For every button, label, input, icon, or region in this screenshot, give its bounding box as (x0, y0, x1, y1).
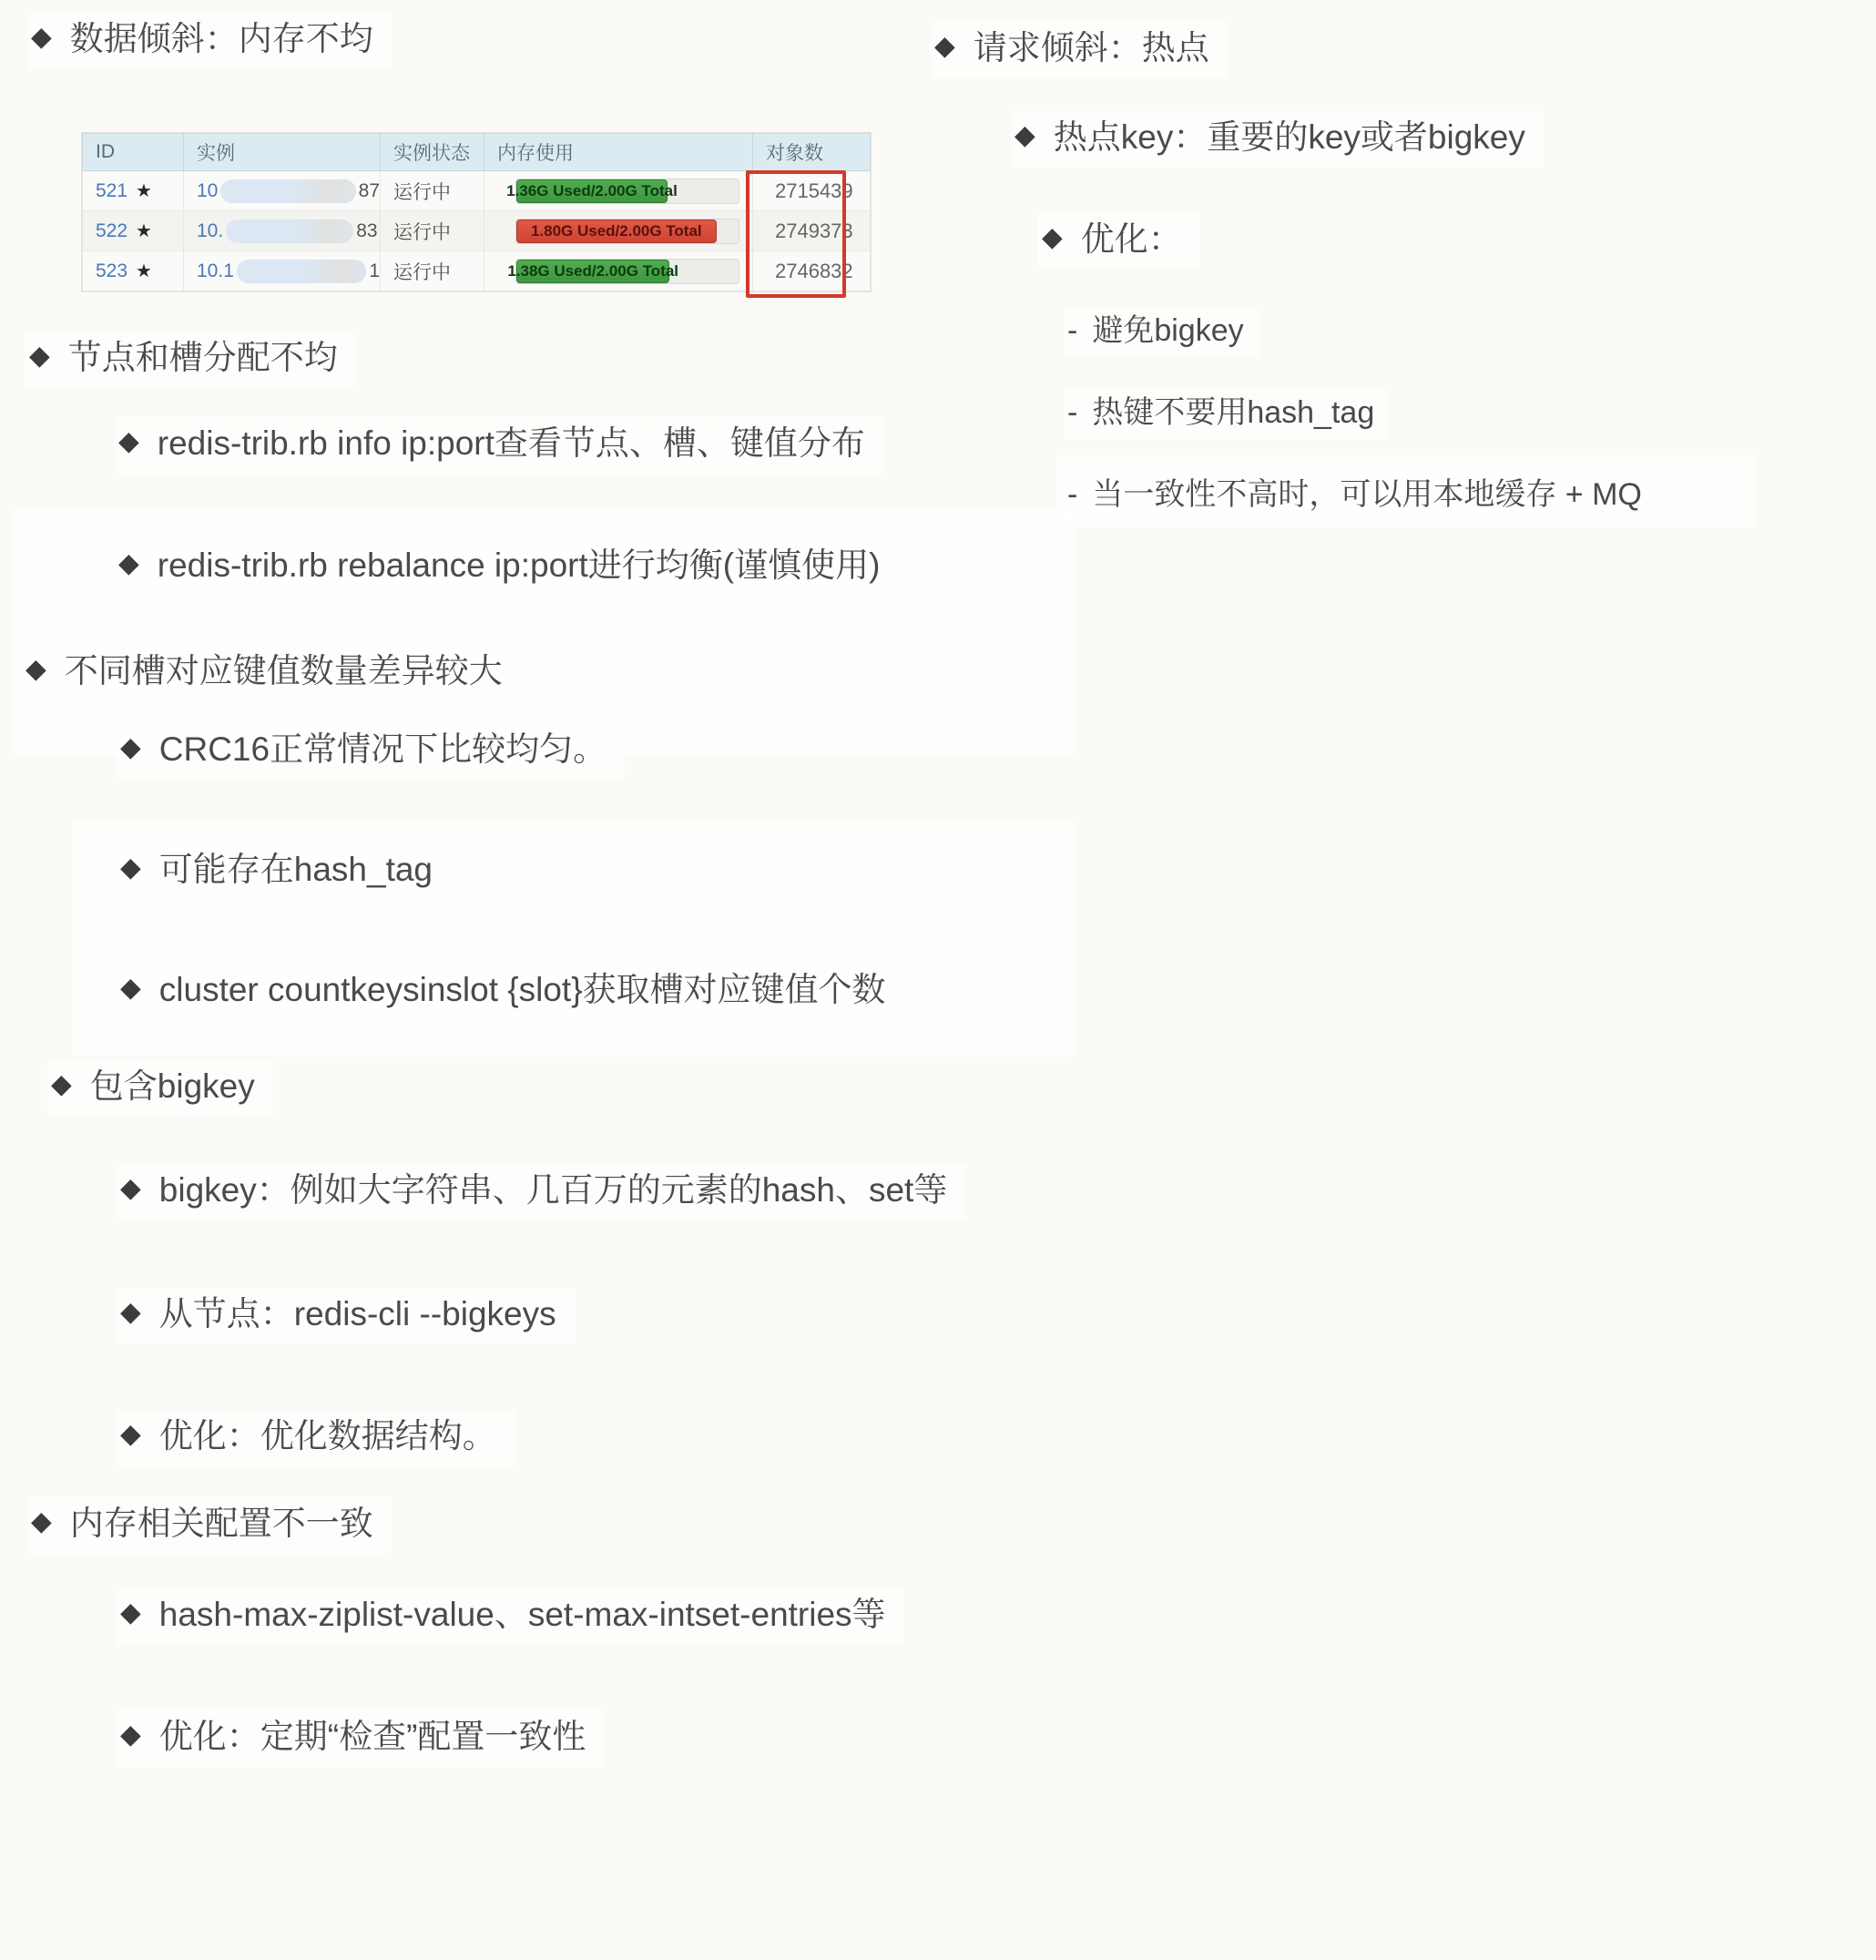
diamond-bullet-icon: ◆ (120, 1720, 141, 1750)
diamond-bullet-icon: ◆ (51, 1069, 72, 1099)
dash-text: 避免bigkey (1092, 313, 1244, 348)
bullet-text: redis-trib.rb info ip:port查看节点、槽、键值分布 (157, 424, 865, 462)
redaction-blur (220, 179, 355, 203)
bullet-item (117, 1588, 904, 1645)
object-count-highlight-box (746, 170, 846, 298)
diamond-bullet-icon: ◆ (1042, 222, 1063, 252)
memory-bar-fill (507, 260, 679, 283)
bullet-text: 数据倾斜：内存不均 (69, 20, 373, 57)
memory-bar-track (506, 179, 739, 204)
diamond-bullet-icon: ◆ (120, 1173, 141, 1203)
table-header-row (82, 133, 871, 171)
table-header-cell: 内存使用 (484, 133, 753, 171)
id-cell (82, 171, 184, 211)
dash-item (1064, 308, 1259, 358)
bullet-item (27, 13, 392, 69)
diamond-bullet-icon: ◆ (118, 548, 139, 578)
instance-cell (184, 171, 381, 211)
bullet-item (47, 1060, 273, 1117)
bullet-text: 从节点：redis-cli --bigkeys (158, 1295, 556, 1332)
ip-text: 10. (197, 219, 224, 241)
bullet-text: hash-max-ziplist-value、set-max-intset-entries等 (158, 1596, 886, 1633)
instance-cell (184, 251, 381, 291)
ip-text: 10.1 (197, 260, 234, 281)
instance-cell (184, 211, 381, 251)
memory-bar-fill (506, 179, 678, 203)
memory-bar-track (515, 219, 739, 244)
memory-bar-label: 1.38G Used/2.00G Total (507, 261, 679, 280)
bullet-text: 优化： (1080, 220, 1182, 258)
object-count: 2749373 (775, 219, 853, 242)
bullet-item (117, 1410, 515, 1466)
status-text: 运行中 (393, 181, 451, 203)
dash-text: 当一致性不高时，可以用本地缓存 + MQ (1092, 477, 1642, 512)
instance-id-link[interactable]: 521 (96, 179, 128, 201)
bullet-text: 不同槽对应键值数量差异较大 (64, 652, 503, 689)
ip-text: 10 (197, 179, 219, 201)
redaction-blur (237, 260, 366, 283)
diamond-bullet-icon: ◆ (1014, 120, 1035, 150)
dash-icon: - (1067, 313, 1078, 348)
diamond-bullet-icon: ◆ (29, 341, 50, 371)
memory-bar-fill (516, 219, 717, 243)
status-cell (381, 251, 484, 291)
bullet-text: 请求倾斜：热点 (973, 29, 1209, 66)
status-text: 运行中 (393, 261, 451, 283)
redaction-blur (226, 219, 353, 243)
bullet-text: 可能存在hash_tag (158, 851, 433, 888)
bullet-text: 热点key：重要的key或者bigkey (1053, 118, 1525, 156)
bullet-item (27, 1497, 392, 1554)
bullet-item (1011, 111, 1544, 168)
bullet-text: redis-trib.rb rebalance ip:port进行均衡(谨慎使用) (157, 546, 881, 584)
bullet-text: 内存相关配置不一致 (69, 1505, 373, 1542)
bullet-text: CRC16正常情况下比较均匀。 (158, 730, 607, 768)
diamond-bullet-icon: ◆ (120, 852, 141, 883)
memory-cell (484, 211, 753, 251)
favorite-star-icon: ★ (136, 181, 152, 201)
instance-id-link[interactable]: 522 (96, 219, 128, 241)
table-header-cell: ID (82, 133, 184, 171)
dash-item (1064, 390, 1389, 440)
status-cell (381, 211, 484, 251)
dash-icon: - (1067, 477, 1078, 512)
status-text: 运行中 (393, 221, 451, 243)
object-count: 2746832 (775, 259, 853, 282)
bullet-item (117, 723, 625, 780)
ip-text: 87 (358, 179, 380, 201)
table-header-cell: 实例状态 (381, 133, 484, 171)
bullet-item (117, 1710, 604, 1767)
bullet-item (117, 843, 451, 900)
object-count: 2715439 (775, 179, 853, 202)
diamond-bullet-icon: ◆ (120, 1419, 141, 1449)
diamond-bullet-icon: ◆ (934, 31, 955, 61)
bullet-text: cluster countkeysinslot {slot}获取槽对应键值个数 (158, 971, 886, 1008)
diamond-bullet-icon: ◆ (120, 973, 141, 1003)
memory-bar-track (507, 259, 739, 284)
favorite-star-icon: ★ (136, 261, 152, 281)
instance-id-link[interactable]: 523 (96, 260, 128, 281)
bullet-text: 节点和槽分配不均 (67, 339, 338, 376)
dash-text: 热键不要用hash_tag (1092, 395, 1375, 430)
bullet-item (117, 1164, 965, 1220)
bullet-item (1038, 213, 1200, 270)
bullet-item (117, 964, 904, 1020)
bullet-item (117, 1288, 575, 1344)
redis-instance-table-screenshot (82, 133, 871, 291)
memory-bar-label: 1.36G Used/2.00G Total (506, 181, 678, 199)
diamond-bullet-icon: ◆ (120, 1598, 141, 1628)
bullet-item (115, 539, 898, 596)
table-header-cell: 实例 (184, 133, 381, 171)
diamond-bullet-icon: ◆ (120, 1297, 141, 1327)
bullet-text: bigkey：例如大字符串、几百万的元素的hash、set等 (158, 1171, 948, 1209)
bullet-text: 包含bigkey (89, 1067, 255, 1105)
table-header-cell: 对象数 (753, 133, 871, 171)
bullet-text: 优化：定期“检查”配置一致性 (158, 1718, 586, 1755)
diamond-bullet-icon: ◆ (118, 426, 139, 456)
ip-text: 83 (356, 219, 378, 241)
bullet-item (931, 22, 1228, 78)
bullet-item (115, 417, 883, 474)
memory-bar-label: 1.80G Used/2.00G Total (530, 221, 702, 240)
favorite-star-icon: ★ (136, 221, 152, 241)
diamond-bullet-icon: ◆ (31, 22, 52, 52)
id-cell (82, 251, 184, 291)
diamond-bullet-icon: ◆ (25, 654, 46, 684)
ip-text: 1 (369, 260, 380, 281)
diamond-bullet-icon: ◆ (120, 732, 141, 762)
memory-cell (484, 171, 753, 211)
diamond-bullet-icon: ◆ (31, 1506, 52, 1536)
id-cell (82, 211, 184, 251)
memory-cell (484, 251, 753, 291)
bullet-text: 优化：优化数据结构。 (158, 1417, 496, 1455)
bullet-item (22, 645, 521, 701)
status-cell (381, 171, 484, 211)
dash-icon: - (1067, 395, 1078, 430)
dash-item (1064, 472, 1657, 522)
bullet-item (25, 332, 356, 388)
